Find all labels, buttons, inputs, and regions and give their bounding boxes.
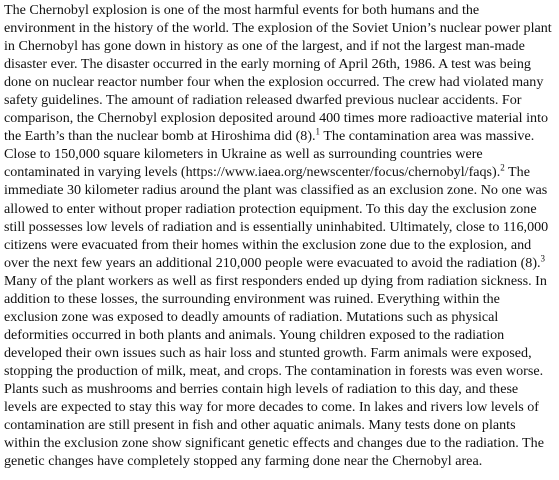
- text-line: [4, 127, 555, 145]
- body-paragraph: [4, 1, 555, 470]
- text-segment: contaminated in varying levels (https://www.iaea.org/newscenter/focus/chernobyl/faqs).: [4, 164, 501, 181]
- text-segment: over the next few years an additional 210,000 people were evacuated to avoid the radiation (8).: [4, 254, 541, 271]
- text-line: in Chernobyl has gone down in history as one of the largest, and if not the largest man-made: [4, 38, 525, 55]
- text-line: exclusion zone was exposed to deadly amounts of radiation. Mutations such as physical: [4, 308, 499, 325]
- text-line: addition to these losses, the surrounding environment was ruined. Everything within the: [4, 290, 500, 307]
- text-line: citizens were evacuated from their homes within the exclusion zone due to the explosion, and: [4, 236, 532, 253]
- text-line: The Chernobyl explosion is one of the most harmful events for both humans and the: [4, 2, 480, 18]
- footnote-marker: 1: [315, 126, 321, 137]
- text-line: environment in the history of the world. The explosion of the Soviet Union’s nuclear power plant: [4, 20, 552, 37]
- text-line: safety guidelines. The amount of radiation released dwarfed previous nuclear accidents. For: [4, 92, 522, 109]
- text-segment: The contamination area was massive.: [320, 128, 535, 145]
- text-line: genetic changes have completely stopped any farming done near the Chernobyl area.: [4, 453, 483, 470]
- text-line: still possesses low levels of radiation and is essentially uninhabited. Ultimately, close to 116,000: [4, 218, 549, 235]
- text-segment: The: [504, 164, 530, 181]
- text-line: Close to 150,000 square kilometers in Ukraine as well as surrounding countries were: [4, 146, 483, 163]
- text-line: Many of the plant workers as well as first responders ended up dying from radiation sickness. In: [4, 272, 547, 289]
- text-line: allowed to enter without proper radiation protection equipment. To this day the exclusion zone: [4, 200, 537, 217]
- text-line: stopping the production of milk, meat, and crops. The contamination in forests was even worse.: [4, 362, 544, 379]
- text-line: [4, 163, 555, 181]
- text-line: immediate 30 kilometer radius around the plant was classified as an exclusion zone. No one was: [4, 182, 548, 199]
- text-line: disaster ever. The disaster occurred in the early morning of April 26th, 1986. A test was being: [4, 56, 531, 73]
- footnote-marker: 3: [540, 252, 546, 263]
- text-line: [4, 254, 555, 272]
- text-line: Plants such as mushrooms and berries contain high levels of radiation to this day, and these: [4, 380, 519, 397]
- text-line: developed their own issues such as hair loss and stunted growth. Farm animals were exposed,: [4, 344, 532, 361]
- text-line: within the exclusion zone show significant genetic effects and changes due to the radiation. The: [4, 435, 544, 452]
- text-line: comparison, the Chernobyl explosion deposited around 400 times more radioactive material into: [4, 110, 549, 127]
- text-line: done on nuclear reactor number four when the explosion occurred. The crew had violated many: [4, 74, 544, 91]
- footnote-marker: 2: [500, 162, 505, 173]
- text-line: contamination are still present in fish and other aquatic animals. Many tests done on plants: [4, 417, 516, 434]
- text-line: levels are expected to stay this way for more decades to come. In lakes and rivers low levels of: [4, 399, 539, 416]
- text-segment: the Earth’s than the nuclear bomb at Hiroshima did (8).: [4, 128, 316, 145]
- text-line: deformities occurred in both plants and animals. Young children exposed to the radiation: [4, 326, 505, 343]
